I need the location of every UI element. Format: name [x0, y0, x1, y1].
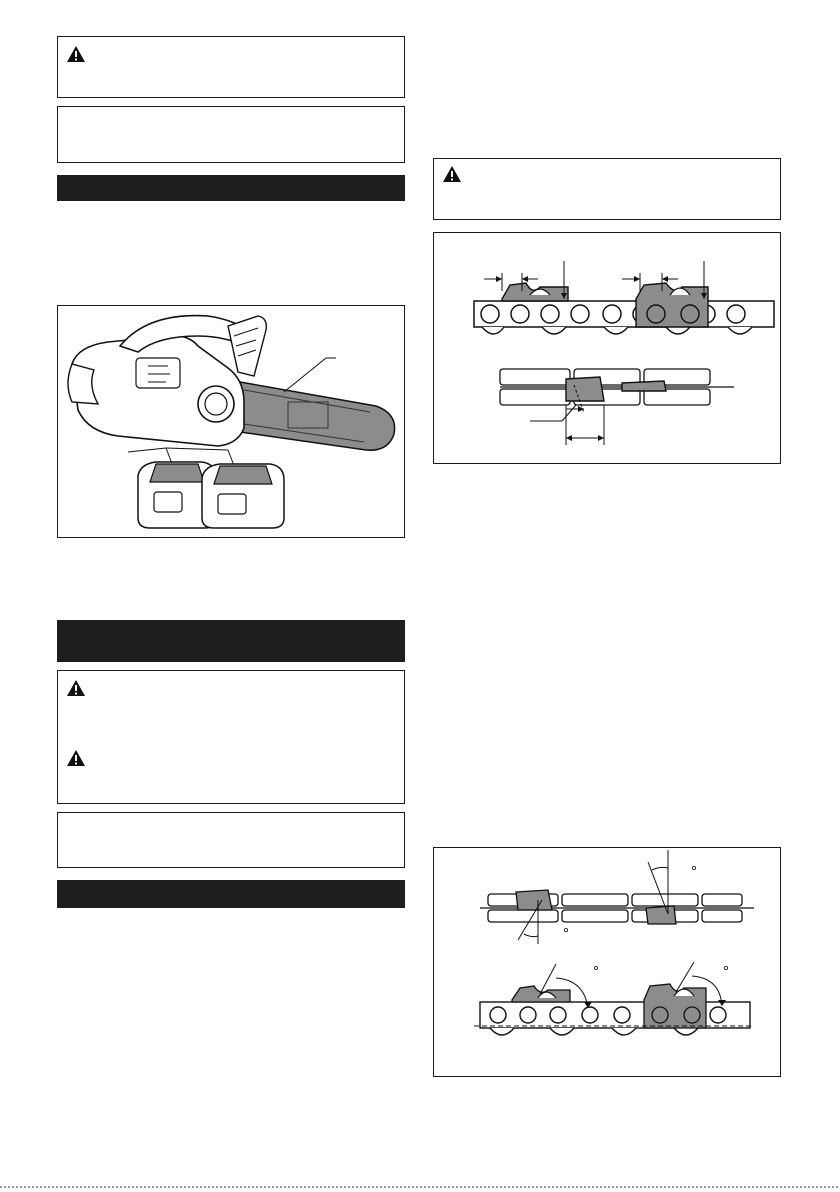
- figure-chain-angles: [433, 847, 781, 1077]
- warning-triangle-icon: [66, 749, 86, 767]
- section-heading-bar-2: [57, 620, 405, 662]
- figure-chainsaw: [57, 305, 405, 538]
- warning-triangle-icon: [66, 45, 86, 63]
- notice-box-bottom: [57, 812, 405, 868]
- chain-angles-illustration: [434, 848, 780, 1076]
- chainsaw-illustration: [58, 306, 404, 537]
- chain-depth-illustration: [434, 233, 780, 463]
- warning-triangle-icon: [66, 679, 86, 697]
- section-heading-bar-3: [57, 880, 405, 908]
- figure-chain-depth: [433, 232, 781, 464]
- warning-box-right: [433, 158, 781, 220]
- warning-triangle-icon: [442, 165, 462, 183]
- warning-box-top: [57, 36, 405, 98]
- warning-box-double: [57, 670, 405, 804]
- page-bottom-dotted-rule: [0, 1186, 840, 1188]
- section-heading-bar-1: [57, 175, 405, 201]
- notice-box-top: [57, 106, 405, 163]
